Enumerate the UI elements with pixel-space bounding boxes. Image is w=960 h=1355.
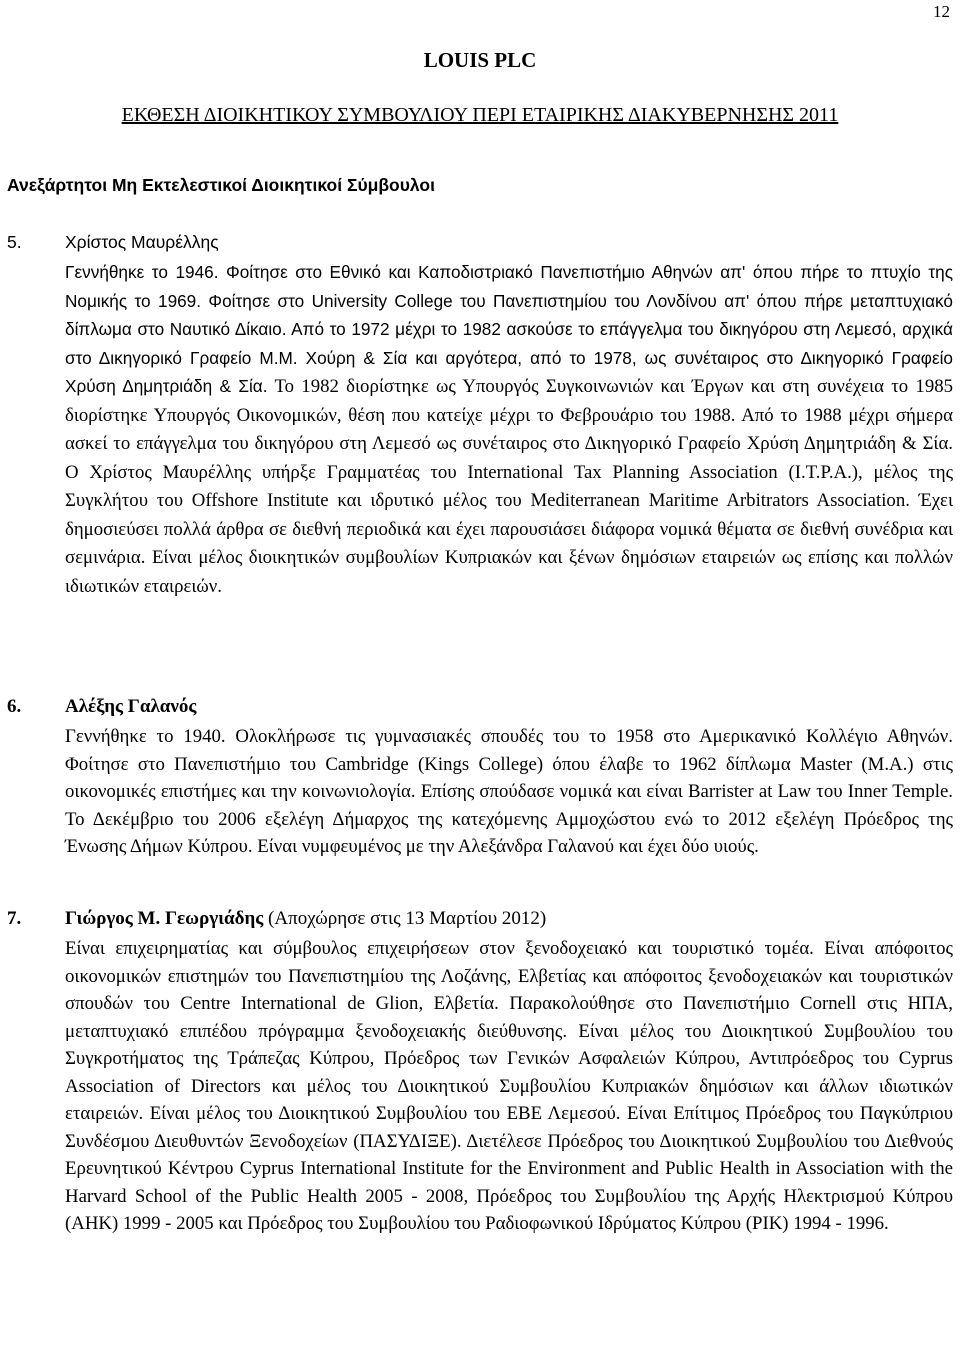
- director-entry-6: [7, 696, 953, 861]
- company-name: LOUIS PLC: [423, 48, 537, 72]
- director-entry-7: [7, 908, 953, 1238]
- director-bio: Είναι επιχειρηματίας και σύμβουλος επιχειρήσεων στον ξενοδοχειακό και τουριστικό τομέα. Είναι απόφοιτος οικονομικών επιστημών του Πανεπιστημίου της Λοζάνης, Ελβετίας και απόφοιτος ξενοδοχειακών και τουριστικών σπουδών του Centre International de Glion, Ελβετία. Παρακολούθησε στο Πανεπιστήμιο Cornell στις ΗΠΑ, μεταπτυχιακό επιπέδου πρόγραμμα ξενοδοχειακής διεύθυνσης. Είναι μέλος του Διοικητικού Συμβουλίου του Συγκροτήματος της Τράπεζας Κύπρου, Πρόεδρος των Γενικών Ασφαλειών Κύπρου, Αντιπρόεδρος του Cyprus Association of Directors και μέλος του Διοικητικού Συμβουλίου Κυπριακών δημόσιων και άλλων ιδιωτικών εταιρειών. Είναι μέλος του Διοικητικού Συμβουλίου του ΕΒΕ Λεμεσού. Είναι Επίτιμος Πρόεδρος του Παγκύπριου Συνδέσμου Διευθυντών Ξενοδοχείων (ΠΑΣΥΔΙΞΕ). Διετέλεσε Πρόεδρος του Διοικητικού Συμβουλίου του Διεθνούς Ερευνητικού Κέντρου Cyprus International Institute for the Environment and Public Health in Association with the Harvard School of the Public Health 2005 - 2008, Πρόεδρος του Συμβουλίου της Αρχής Ηλεκτρισμού Κύπρου (ΑΗΚ) 1999 - 2005 και Πρόεδρος του Συμβουλίου του Ραδιοφωνικού Ιδρύματος Κύπρου (ΡΙΚ) 1994 - 1996.: [65, 938, 953, 1234]
- section-heading: Ανεξάρτητοι Μη Εκτελεστικοί Διοικητικοί Σύμβουλοι: [7, 175, 435, 195]
- director-number: 7.: [7, 908, 22, 929]
- director-heading: [7, 696, 953, 723]
- director-name: Αλέξης Γαλανός: [65, 696, 197, 717]
- page-number: 12: [933, 2, 950, 21]
- director-bio: [65, 259, 953, 601]
- bio-text-segment: Το 1982 διορίστηκε ως Υπουργός Συγκοινωνιών και Έργων και στη συνέχεια το 1985 διορίστηκε Υπουργός Οικονομικών, θέση που κατείχε μέχρι το Φεβρουάριο του 1988. Από το 1988 μέχρι σήμερα ασκεί το επάγγελμα του δικηγόρου στη Λεμεσό ως συνέταιρος στο Δικηγορικό Γραφείο Χρύση Δημητριάδη & Σία. Ο Χρίστος Μαυρέλλης υπήρξε Γραμματέας του International Tax Planning Association (I.T.P.A.), μέλος της Συγκλήτου του Offshore Institute και ιδρυτικό μέλος του Mediterranean Maritime Arbitrators Association. Έχει δημοσιεύσει πολλά άρθρα σε διεθνή περιοδικά και έχει παρουσιάσει διάφορα νομικά θέματα σε διεθνή συνέδρια και σεμινάρια. Είναι μέλος διοικητικών συμβουλίων Κυπριακών και ξένων δημόσιων εταιρειών ως επίσης και πολλών ιδιωτικών εταιρειών.: [65, 376, 953, 597]
- director-bio: Γεννήθηκε το 1940. Ολοκλήρωσε τις γυμνασιακές σπουδές του το 1958 στο Αμερικανικό Κολλέγιο Αθηνών. Φοίτησε στο Πανεπιστήμιο του Cambridge (Kings College) όπου έλαβε το 1962 δίπλωμα Master (M.A.) στις οικονομικές επιστήμες και την κοινωνιολογία. Επίσης σπούδασε νομικά και είναι Barrister at Law του Inner Temple. Το Δεκέμβριο του 2006 εξελέγη Δήμαρχος της κατεχόμενης Αμμοχώστου ενώ το 2012 εξελέγη Πρόεδρος της Ένωσης Δήμων Κύπρου. Είναι νυμφευμένος με την Αλεξάνδρα Γαλανού και έχει δύο υιούς.: [65, 726, 953, 857]
- bio-text-segment: Γεννήθηκε το 1946. Φοίτησε στο Εθνικό και Καποδιστριακό Πανεπιστήμιο Αθηνών απ' όπου πήρε το πτυχίο της Νομικής το 1969. Φοίτησε στο University College του Πανεπιστημίου του Λονδίνου απ' όπου πήρε μεταπτυχιακό δίπλωμα στο Ναυτικό Δίκαιο. Από το 1972 μέχρι το 1982 ασκούσε το επάγγελμα του δικηγόρου στη Λεμεσό, αρχικά στο Δικηγορικό Γραφείο Μ.Μ. Χούρη & Σία και αργότερα, από το 1978, ως συνέταιρος στο Δικηγορικό Γραφείο Χρύση Δημητριάδη & Σία.: [65, 262, 953, 396]
- retirement-note: (Αποχώρησε στις 13 Μαρτίου 2012): [268, 908, 547, 929]
- report-title: ΕΚΘΕΣΗ ΔΙΟΙΚΗΤΙΚΟΥ ΣΥΜΒΟΥΛΙΟΥ ΠΕΡΙ ΕΤΑΙΡΙΚΗΣ ΔΙΑΚΥΒΕΡΝΗΣΗΣ 2011: [121, 104, 839, 126]
- director-heading: [7, 232, 953, 259]
- director-name-line: [65, 908, 546, 930]
- director-entry-5: [7, 232, 953, 601]
- director-name: Χρίστος Μαυρέλλης: [65, 232, 219, 252]
- director-number: 5.: [7, 232, 22, 252]
- director-heading: [7, 908, 953, 935]
- director-name: Γιώργος Μ. Γεωργιάδης: [65, 908, 264, 929]
- director-number: 6.: [7, 696, 22, 717]
